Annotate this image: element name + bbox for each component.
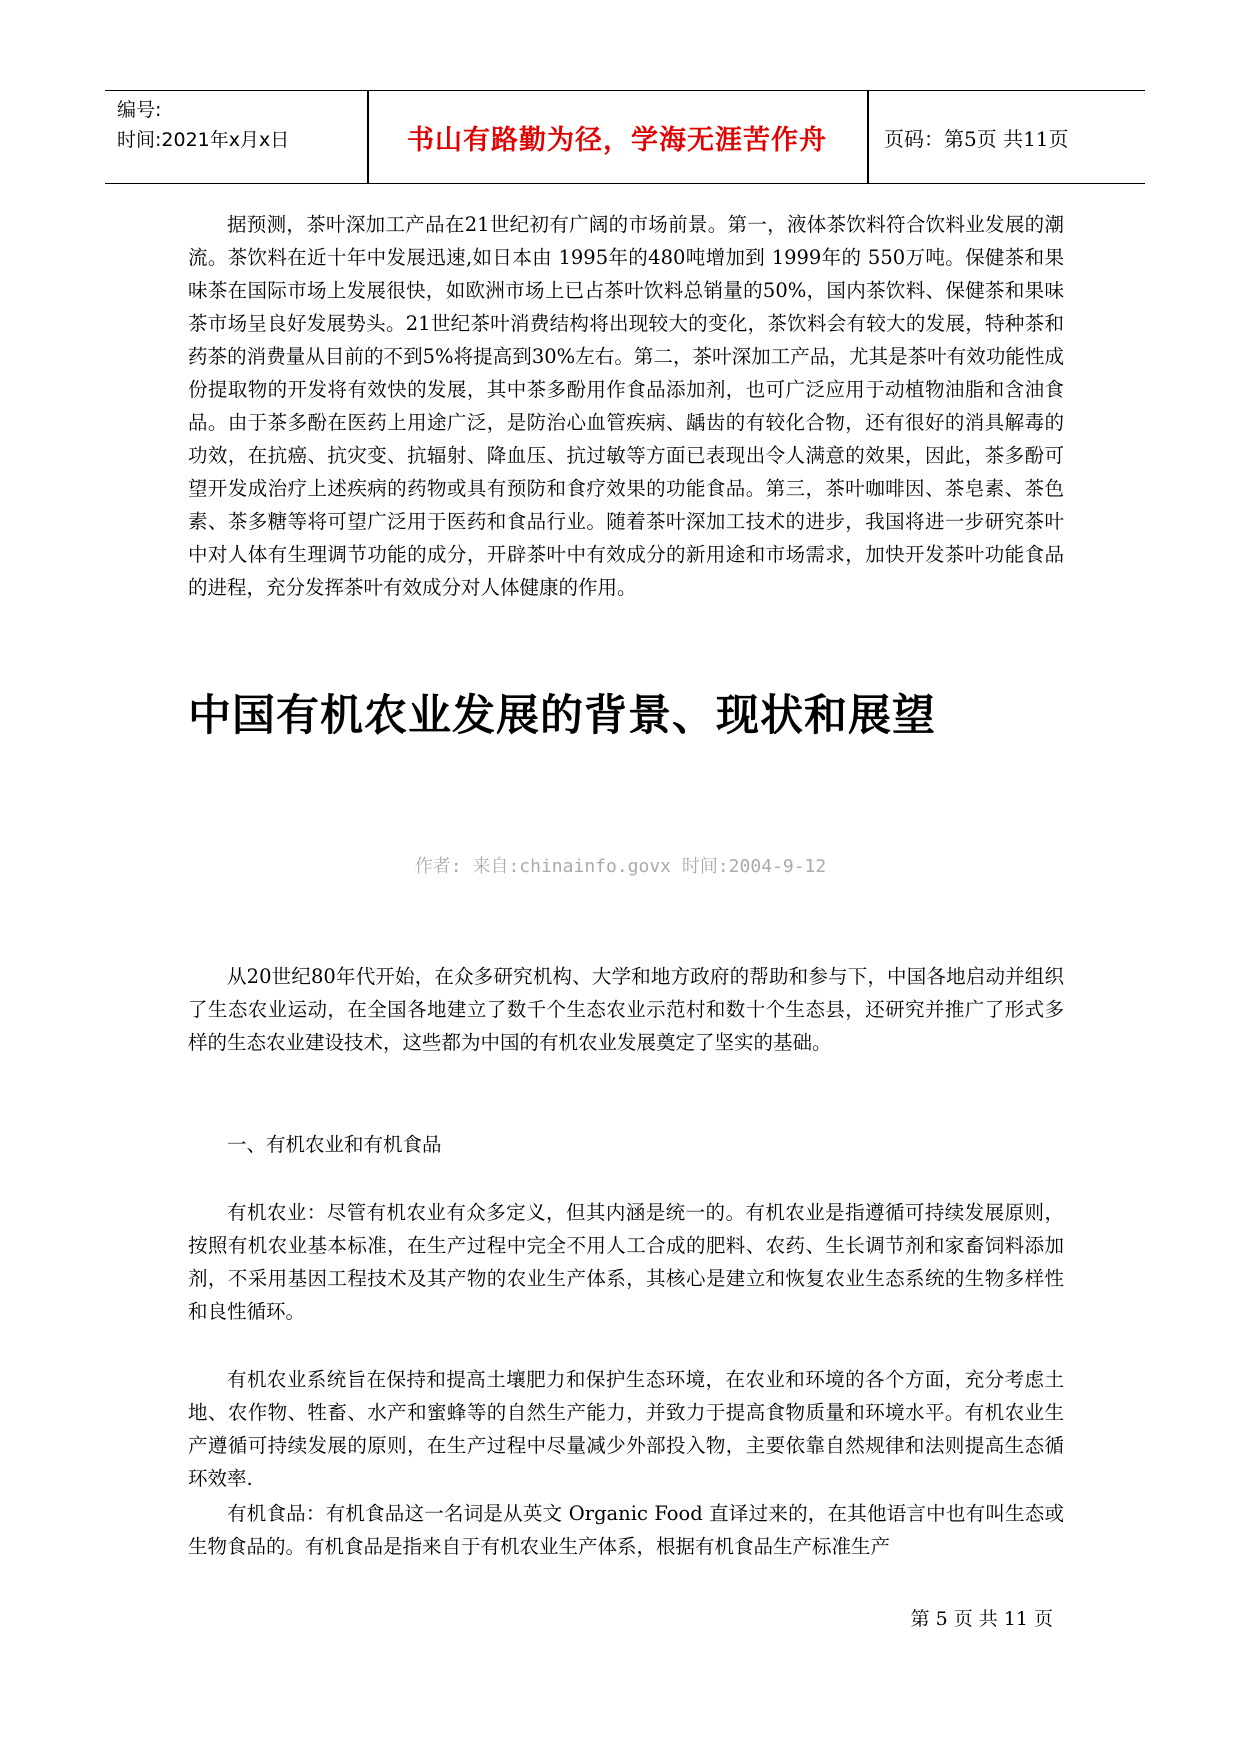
- section-heading: [188, 1128, 1064, 1161]
- document-number-label: 编号:: [117, 99, 162, 121]
- paragraph-text: 有机农业系统旨在保持和提高土壤肥力和保护生态环境，在农业和环境的各个方面，充分考虑土地、农作物、牲畜、水产和蜜蜂等的自然生产能力，并致力于提高食物质量和环境水平。有机农业生产遵循可持续发展的原则，在生产过程中尽量减少外部投入物，主要依靠自然规律和法则提高生态循环效率.: [188, 1368, 1064, 1490]
- paragraph-text: 从20世纪80年代开始，在众多研究机构、大学和地方政府的帮助和参与下，中国各地启动并组织了生态农业运动，在全国各地建立了数千个生态农业示范村和数十个生态县，还研究并推广了形式多样的生态农业建设技术，这些都为中国的有机农业发展奠定了坚实的基础。: [188, 965, 1064, 1054]
- article-paragraph-4: [188, 1497, 1064, 1563]
- header-divider-right: [867, 91, 869, 183]
- section-heading-text: 一、有机农业和有机食品: [227, 1133, 442, 1156]
- article-paragraph-1: [188, 960, 1064, 1059]
- article-title: 中国有机农业发展的背景、现状和展望: [188, 691, 936, 741]
- intro-section: [188, 208, 1064, 604]
- article-paragraph-2: [188, 1196, 1064, 1328]
- header-divider-left: [367, 91, 369, 183]
- header-page-info: 页码：第5页 共11页: [884, 126, 1069, 151]
- article-paragraph-3: [188, 1363, 1064, 1495]
- intro-paragraph: 据预测，茶叶深加工产品在21世纪初有广阔的市场前景。第一，液体茶饮料符合饮料业发展的潮流。茶饮料在近十年中发展迅速,如日本由 1995年的480吨增加到 1999年的 550万吨。保健茶和果味茶在国际市场上发展很快，如欧洲市场上已占茶叶饮料总销量的50%，国内茶饮料、保健茶和果味茶市场呈良好发展势头。21世纪茶叶消费结构将出现较大的变化，茶饮料会有较大的发展，特种茶和药茶的消费量从目前的不到5%将提高到30%左右。第二，茶叶深加工产品，尤其是茶叶有效功能性成份提取物的开发将有效快的发展，其中茶多酚用作食品添加剂，也可广泛应用于动植物油脂和含油食品。由于茶多酚在医药上用途广泛，是防治心血管疾病、龋齿的有较化合物，还有很好的消具解毒的功效，在抗癌、抗灾变、抗辐射、降血压、抗过敏等方面已表现出令人满意的效果，因此，茶多酚可望开发成治疗上述疾病的药物或具有预防和食疗效果的功能食品。第三，茶叶咖啡因、茶皂素、茶色素、茶多糖等将可望广泛用于医药和食品行业。随着茶叶深加工技术的进步，我国将进一步研究茶叶中对人体有生理调节功能的成分，开辟茶叶中有效成分的新用途和市场需求，加快开发茶叶功能食品的进程，充分发挥茶叶有效成分对人体健康的作用。: [188, 213, 1064, 599]
- paragraph-text: 有机农业：尽管有机农业有众多定义，但其内涵是统一的。有机农业是指遵循可持续发展原则，按照有机农业基本标准，在生产过程中完全不用人工合成的肥料、农药、生长调节剂和家畜饲料添加剂，不采用基因工程技术及其产物的农业生产体系，其核心是建立和恢复农业生态系统的生物多样性和良性循环。: [188, 1201, 1064, 1323]
- page-footer: 第 5 页 共 11 页: [910, 1608, 1053, 1630]
- document-time-label: 时间:2021年x月x日: [117, 129, 290, 151]
- header-meta: [117, 95, 362, 155]
- article-byline: 作者: 来自:chinainfo.govx 时间:2004-9-12: [414, 856, 827, 877]
- page-header: [105, 90, 1145, 184]
- header-motto: 书山有路勤为径，学海无涯苦作舟: [407, 124, 827, 156]
- paragraph-text: 有机食品：有机食品这一名词是从英文 Organic Food 直译过来的，在其他语言中也有叫生态或生物食品的。有机食品是指来自于有机农业生产体系，根据有机食品生产标准生产: [188, 1502, 1064, 1558]
